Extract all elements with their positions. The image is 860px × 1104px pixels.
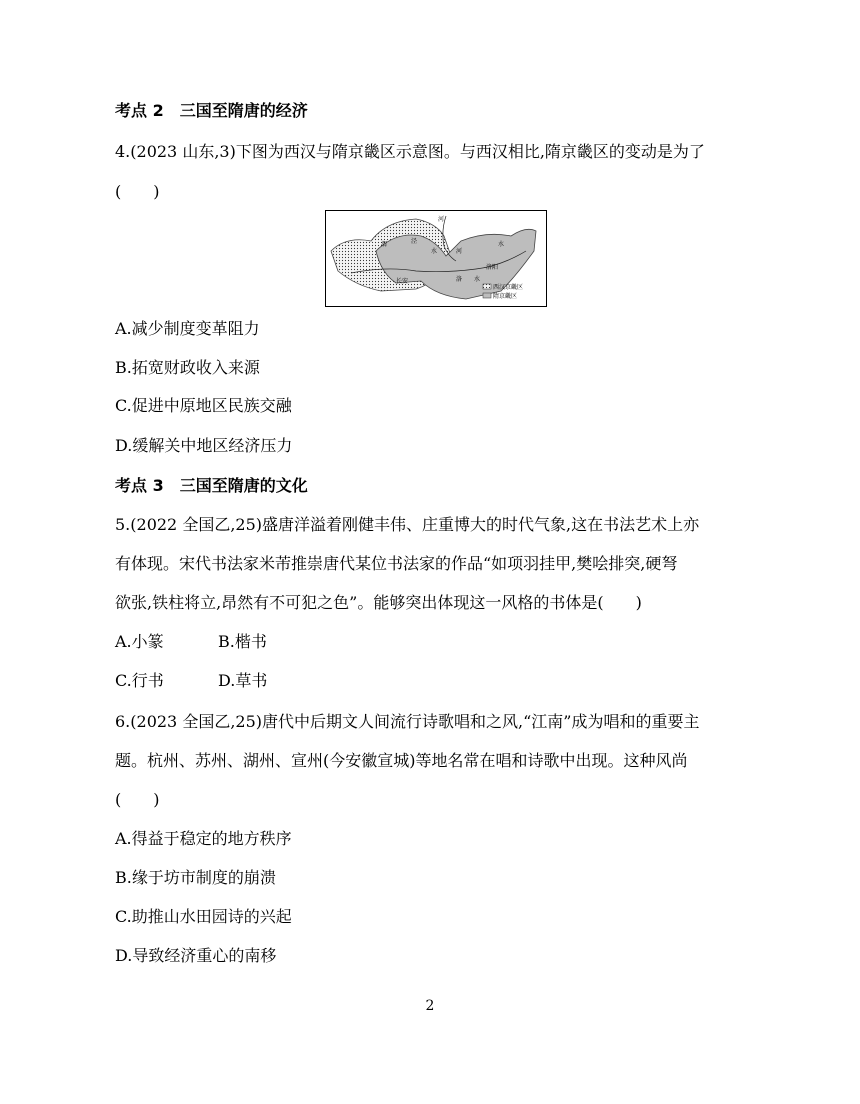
question-5-line-1: 5.(2022 全国乙,25)盛唐洋溢着刚健丰伟、庄重博大的时代气象,这在书法艺术上亦 [115, 515, 700, 534]
question-5-option-a: A.小篆 [115, 632, 164, 651]
map-label-3: 泾 [411, 238, 418, 245]
question-6-line-2: 题。杭州、苏州、湖州、宣州(今安徽宣城)等地名常在唱和诗歌中出现。这种风尚 [115, 751, 688, 770]
question-5-line-2: 有体现。宋代书法家米芾推崇唐代某位书法家的作品“如项羽挂甲,樊哙排突,硬弩 [115, 554, 678, 573]
question-4-option-d: D.缓解关中地区经济压力 [115, 436, 293, 455]
section-title-2: 考点 2 三国至隋唐的经济 [115, 101, 308, 120]
question-6-blank: ( ) [115, 790, 160, 809]
question-5-option-d: D.草书 [218, 671, 268, 690]
question-5-option-b: B.楷书 [218, 632, 267, 651]
question-5-line-3: 欲张,铁柱将立,昂然有不可犯之色”。能够突出体现这一风格的书体是( ) [115, 593, 642, 612]
map-label-5: 洛 [456, 276, 463, 283]
map-label-9: 洛阳 [486, 264, 499, 271]
map-label-4: 长安 [396, 278, 409, 285]
question-5-options-row-1 [115, 632, 415, 652]
map-label-8: 水 [431, 248, 438, 255]
question-5-option-c: C.行书 [115, 671, 164, 690]
question-6-option-b: B.缘于坊市制度的崩溃 [115, 868, 276, 887]
question-6-option-d: D.导致经济重心的南移 [115, 946, 277, 965]
question-4-option-a: A.减少制度变革阻力 [115, 319, 260, 338]
question-5-options-row-2 [115, 671, 415, 691]
page-number: 2 [425, 998, 435, 1014]
legend-sui: 隋京畿区 [493, 293, 518, 300]
map-label-1: 河 [438, 216, 445, 223]
question-4-stem: 4.(2023 山东,3)下图为西汉与隋京畿区示意图。与西汉相比,隋京畿区的变动是为了 [115, 142, 705, 161]
question-4-option-c: C.促进中原地区民族交融 [115, 396, 292, 415]
map-label-6: 水 [474, 276, 481, 283]
question-4-option-b: B.拓宽财政收入来源 [115, 358, 260, 377]
question-6-option-a: A.得益于稳定的地方秩序 [115, 829, 292, 848]
legend-xihan: 西汉京畿区 [493, 284, 524, 291]
map-label-10: 水 [498, 241, 505, 248]
map-figure [325, 210, 547, 307]
question-6-line-1: 6.(2023 全国乙,25)唐代中后期文人间流行诗歌唱和之风,“江南”成为唱和的重要主 [115, 712, 700, 731]
question-6-option-c: C.助推山水田园诗的兴起 [115, 907, 292, 926]
map-label-2: 渭 [381, 241, 388, 248]
question-4-blank: ( ) [115, 182, 160, 201]
section-title-3: 考点 3 三国至隋唐的文化 [115, 476, 308, 495]
map-label-7: 河 [456, 248, 463, 255]
